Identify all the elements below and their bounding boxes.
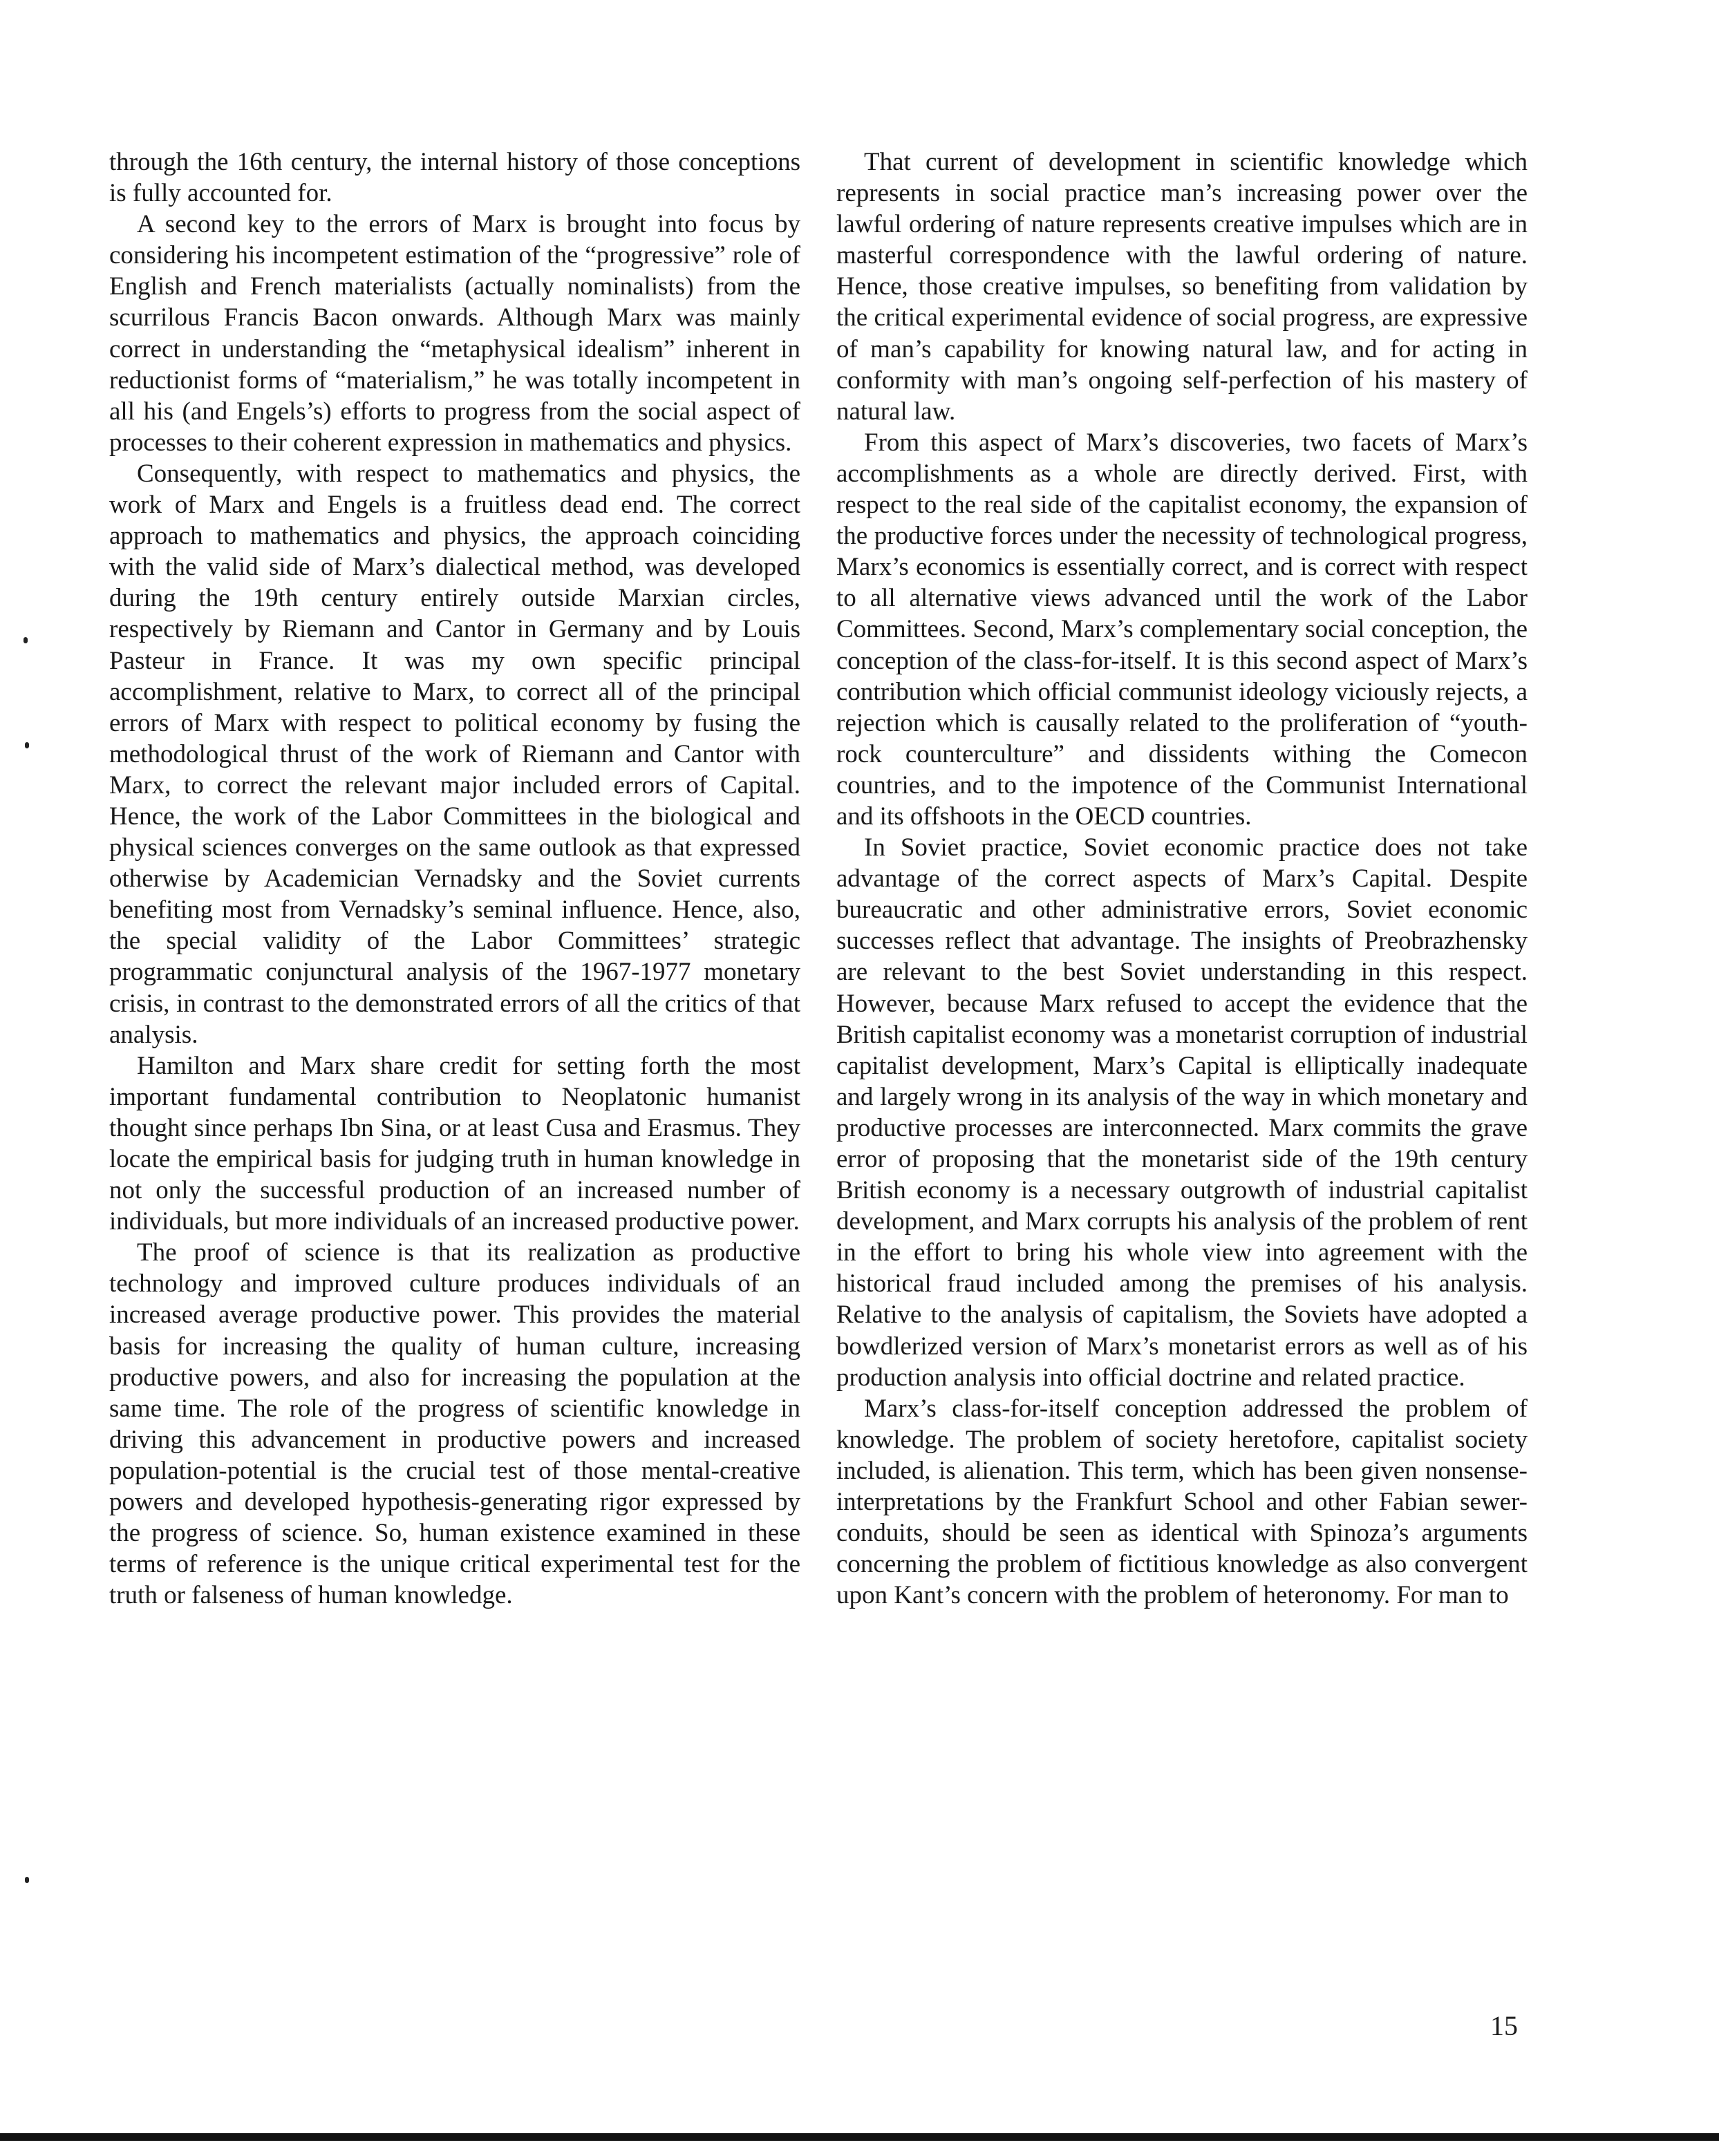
scan-speck xyxy=(24,637,28,643)
paragraph: The proof of science is that its realization as productive technology and improved culture produces individuals of an increased average productive power. This provides the material basis for increasing the quality of human culture, increasing productive powers, and also for increasing the population at the same time. The role of the progress of scientific knowledge in driving this advancement in productive powers and increased population-potential is the crucial test of those mental-creative powers and developed hypothesis-generating rigor expressed by the progress of science. So, human existence examined in these terms of reference is the unique critical experimental test for the truth or falseness of human knowledge. xyxy=(109,1238,800,1610)
page-number: 15 xyxy=(1490,2010,1518,2041)
scan-speck xyxy=(25,742,29,748)
paragraph: From this aspect of Marx’s discoveries, two facets of Marx’s accomplishments as a whole are directly derived. First, with respect to the real side of the capitalist economy, the expansion of the productive forces under the necessity of technological progress, Marx’s economics is essentially correct, and is correct with respect to all alternative views advanced until the work of the Labor Committees. Second, Marx’s complementary social conception, the conception of the class-for-itself. It is this second aspect of Marx’s contribution which official communist ideology viciously rejects, a rejection which is causally related to the proliferation of “youth-rock counterculture” and dissidents withing the Comecon countries, and to the impotence of the Communist International and its offshoots in the OECD countries. xyxy=(836,428,1528,831)
paragraph: Consequently, with respect to mathematics and physics, the work of Marx and Engels is a fruitless dead end. The correct approach to mathematics and physics, the approach coinciding with the valid side of Marx’s dialectical method, was developed during the 19th century entirely outside Marxian circles, respectively by Riemann and Cantor in Germany and by Louis Pasteur in France. It was my own specific principal accomplishment, relative to Marx, to correct all of the principal errors of Marx with respect to political economy by fusing the methodological thrust of the work of Riemann and Cantor with Marx, to correct the relevant major included errors of Capital. Hence, the work of the Labor Committees in the biological and physical sciences converges on the same outlook as that expressed otherwise by Academician Vernadsky and the Soviet currents benefiting most from Vernadsky’s seminal influence. Hence, also, the special validity of the Labor Committees’ strategic programmatic conjunctural analysis of the 1967-1977 monetary crisis, in contrast to the demonstrated errors of all the critics of that analysis. xyxy=(109,459,800,1049)
bottom-rule xyxy=(0,2133,1719,2141)
paragraph: Marx’s class-for-itself conception addressed the problem of knowledge. The problem of society heretofore, capitalist society included, is alienation. This term, which has been given nonsense-interpretations by the Frankfurt School and other Fabian sewer-conduits, should be seen as identical with Spinoza’s arguments concerning the problem of fictitious knowledge as also convergent upon Kant’s concern with the problem of heteronomy. For man to xyxy=(836,1394,1528,1610)
paragraph: Hamilton and Marx share credit for setting forth the most important fundamental contribution to Neoplatonic humanist thought since perhaps Ibn Sina, or at least Cusa and Erasmus. They locate the empirical basis for judging truth in human knowledge in not only the successful production of an increased number of individuals, but more individuals of an increased productive power. xyxy=(109,1051,800,1236)
paragraph: through the 16th century, the internal history of those conceptions is fully accounted for. xyxy=(109,148,800,208)
paragraph: A second key to the errors of Marx is brought into focus by considering his incompetent estimation of the “progressive” role of English and French materialists (actually nominalists) from the scurrilous Francis Bacon onwards. Although Marx was mainly correct in understanding the “metaphysical idealism” inherent in reductionist forms of “materialism,” he was totally incompetent in all his (and Engels’s) efforts to progress from the social aspect of processes to their coherent expression in mathematics and physics. xyxy=(109,210,800,457)
paragraph: In Soviet practice, Soviet economic practice does not take advantage of the correct aspects of Marx’s Capital. Despite bureaucratic and other administrative errors, Soviet economic successes reflect that advantage. The insights of Preobrazhensky are relevant to the best Soviet understanding in this respect. However, because Marx refused to accept the evidence that the British capitalist economy was a monetarist corruption of industrial capitalist development, Marx’s Capital is elliptically inadequate and largely wrong in its analysis of the way in which monetary and productive processes are interconnected. Marx commits the grave error of proposing that the monetarist side of the 19th century British economy is a necessary outgrowth of industrial capitalist development, and Marx corrupts his analysis of the problem of rent in the effort to bring his whole view into agreement with the historical fraud included among the premises of his analysis. Relative to the analysis of capitalism, the Soviets have adopted a bowdlerized version of Marx’s monetarist errors as well as of his production analysis into official doctrine and related practice. xyxy=(836,833,1528,1392)
paragraph: That current of development in scientific knowledge which represents in social practice man’s increasing power over the lawful ordering of nature represents creative impulses which are in masterful correspondence with the lawful ordering of nature. Hence, those creative impulses, so benefiting from validation by the critical experimental evidence of social progress, are expressive of man’s capability for knowing natural law, and for acting in conformity with man’s ongoing self-perfection of his mastery of natural law. xyxy=(836,148,1528,426)
left-column xyxy=(109,146,800,1611)
right-column xyxy=(836,146,1528,1611)
scan-speck xyxy=(25,1877,29,1883)
